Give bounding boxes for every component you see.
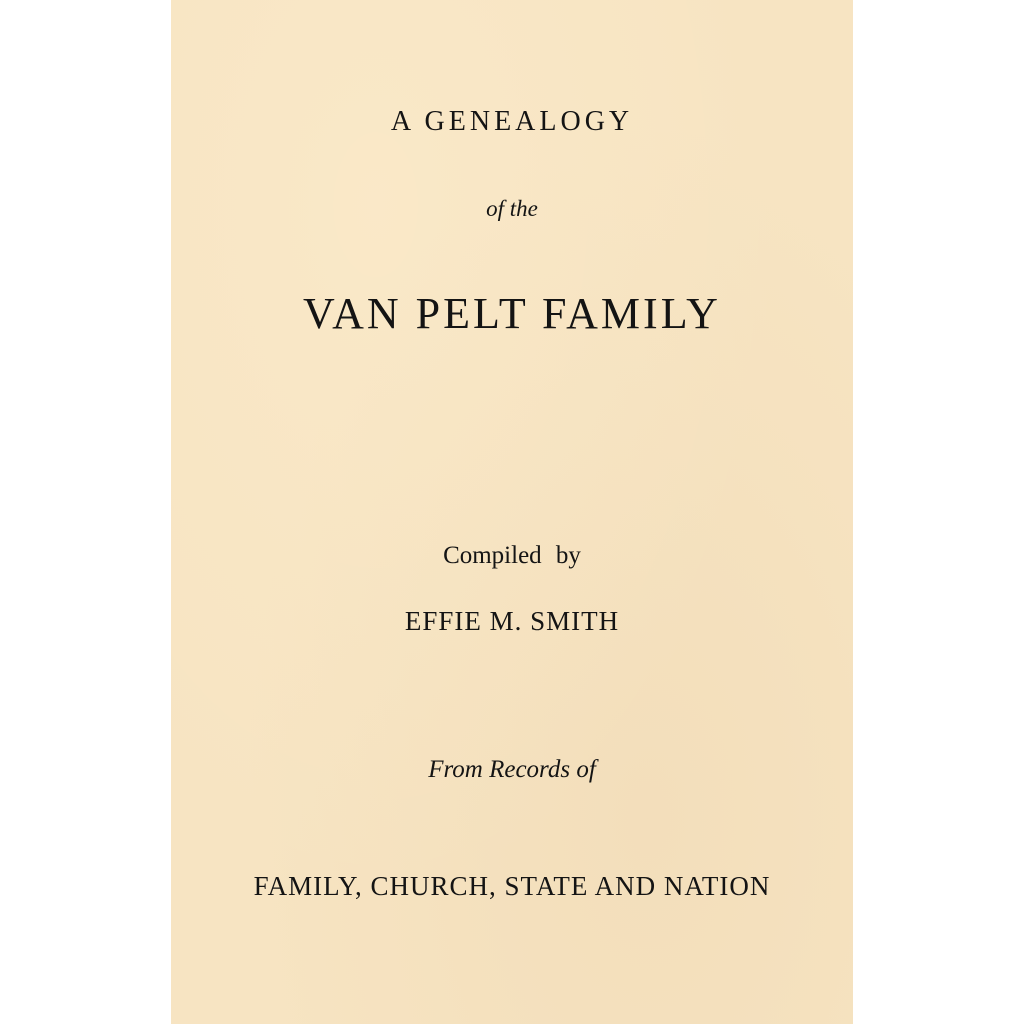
title-line-of-the: of the — [486, 196, 538, 221]
record-sources: FAMILY, CHURCH, STATE AND NATION — [253, 871, 771, 901]
title-page — [171, 0, 853, 1024]
author-name: EFFIE M. SMITH — [404, 606, 620, 636]
title-line-family-name: VAN PELT FAMILY — [303, 289, 721, 338]
from-records-label: From Records of — [428, 756, 596, 783]
title-line-genealogy: A GENEALOGY — [390, 106, 634, 137]
compiled-by-label: Compiled by — [443, 542, 581, 569]
